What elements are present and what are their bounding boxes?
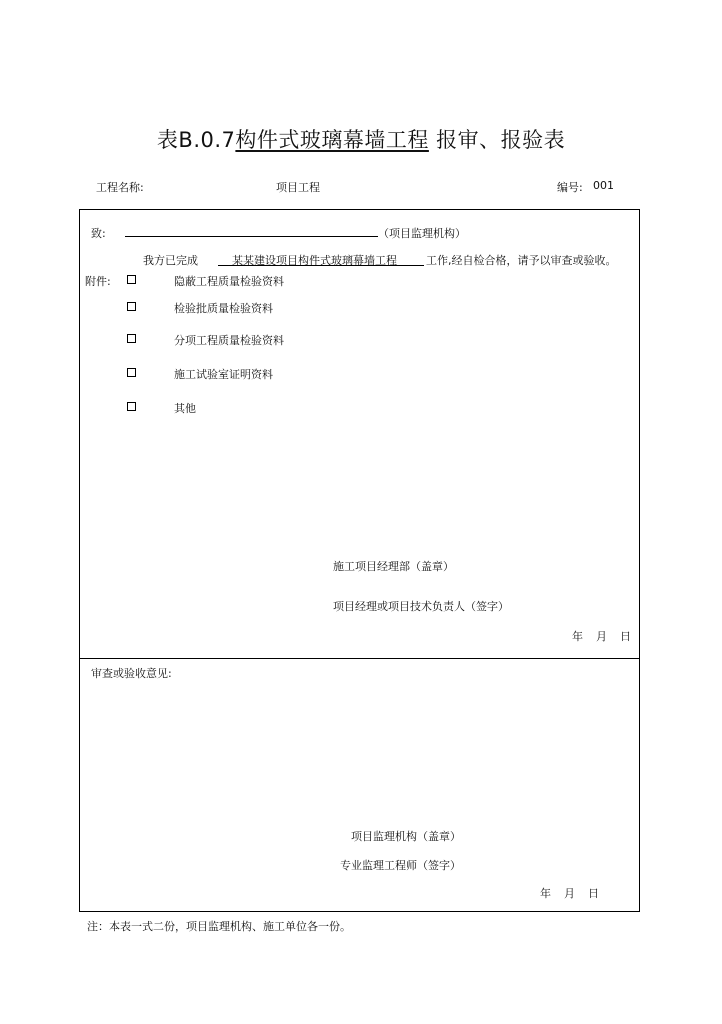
form-title [0,124,722,154]
number-value: 001 [593,179,614,192]
project-type: 构件式玻璃幕墙工程 [235,128,429,152]
statement-prefix: 我方已完成 [143,254,198,267]
to-label: 致: [91,227,106,240]
number-label: 编号: [557,181,583,194]
date-day: 日 [620,630,631,643]
engineer-sign-label: 专业监理工程师（签字） [340,859,461,872]
date-year: 年 [540,887,551,900]
attachments-label: 附件: [85,275,111,288]
project-name-label: 工程名称: [96,181,144,194]
attachment-label: 隐蔽工程质量检验资料 [174,275,284,288]
date-month: 月 [596,630,607,643]
attachment-label: 检验批质量检验资料 [174,302,273,315]
attachment-label: 施工试验室证明资料 [174,368,273,381]
attachment-checkbox[interactable] [127,368,136,377]
contractor-seal-label: 施工项目经理部（盖章） [333,560,454,573]
date-year: 年 [572,630,583,643]
statement-suffix: 工作,经自检合格，请予以审查或验收。 [426,254,617,267]
attachment-checkbox[interactable] [127,334,136,343]
attachment-checkbox[interactable] [127,402,136,411]
footnote: 注：本表一式二份，项目监理机构、施工单位各一份。 [87,920,351,933]
date-day: 日 [588,887,599,900]
section-divider [79,658,640,659]
attachment-checkbox[interactable] [127,275,136,284]
attachment-checkbox[interactable] [127,302,136,311]
date-month: 月 [564,887,575,900]
attachment-label: 分项工程质量检验资料 [174,334,284,347]
project-name-value: 项目工程 [276,181,320,194]
opinion-label: 审查或验收意见: [91,667,172,680]
supervisor-seal-label: 项目监理机构（盖章） [351,830,461,843]
contractor-sign-label: 项目经理或项目技术负责人（签字） [333,600,509,613]
addressee-line[interactable] [125,236,378,237]
form-number: 表B.0.7 [156,128,236,152]
attachment-label: 其他 [174,402,196,415]
form-title-suffix: 报审、报验表 [436,128,566,152]
supervisor-note: （项目监理机构） [378,227,466,240]
work-name: 某某建设项目构件式玻璃幕墙工程 [232,254,397,267]
